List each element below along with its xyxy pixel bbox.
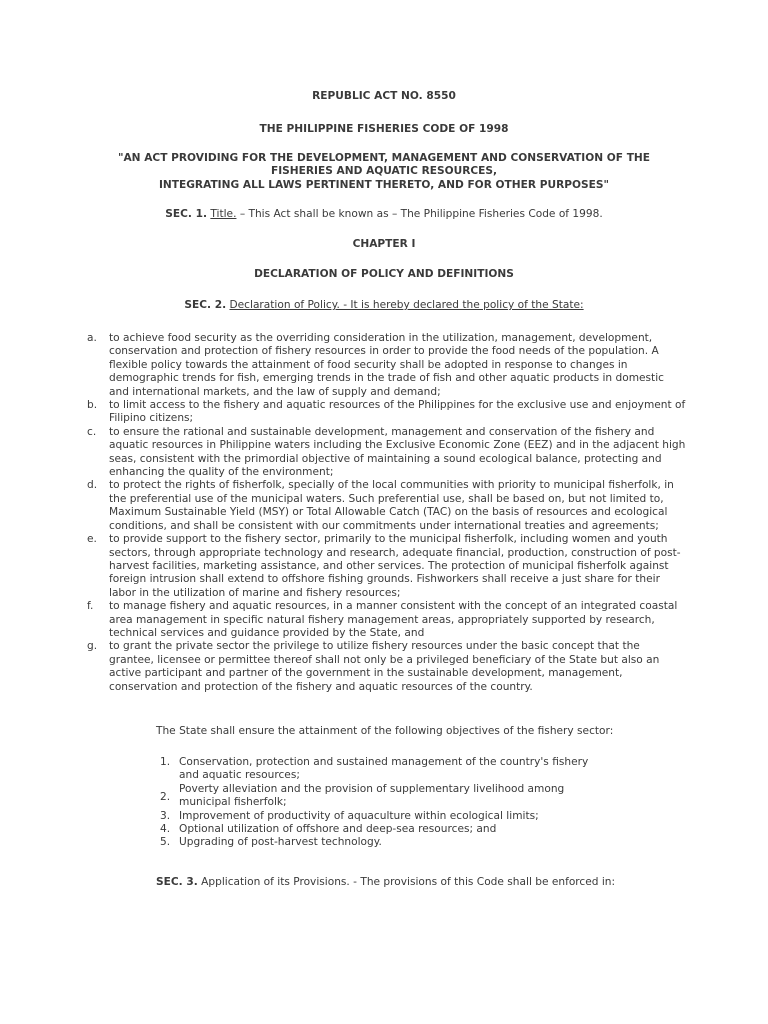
policy-text: to provide support to the fishery sector, primarily to the municipal fisherfolk, including women and youth sectors, through appropriate technology and research, adequate financial, production, construction of post-harvest facilities, marketing assistance, and other services. The protection of municipal fisherfolk against foreign intrusion shall extend to offshore fishing grounds. Fishworkers shall receive a just share for their labor in the utilization of marine and fishery resources;	[109, 533, 681, 599]
long-title-line-1: "AN ACT PROVIDING FOR THE DEVELOPMENT, MANAGEMENT AND CONSERVATION OF THE	[117, 152, 651, 164]
list-marker: c.	[87, 425, 97, 438]
section-1	[0, 208, 768, 221]
section-2-label: SEC. 2.	[184, 299, 227, 311]
section-1-heading: Title.	[210, 208, 237, 220]
section-3-text: Application of its Provisions. - The provisions of this Code shall be enforced in:	[197, 876, 616, 888]
policy-text: to achieve food security as the overriding consideration in the utilization, management, development, conservation and protection of fishery resources in order to provide the food needs of the population. A flexible policy towards the attainment of food security shall be adopted in response to changes in demographic trends for fish, emerging trends in the trade of fish and other aquatic products in domestic and international markets, and the law of supply and demand;	[109, 332, 664, 398]
policy-item	[87, 479, 687, 533]
policy-item	[87, 399, 687, 426]
policy-list	[87, 332, 687, 694]
policy-item	[87, 332, 687, 399]
section-3-label: SEC. 3.	[156, 876, 198, 888]
list-marker: 5.	[160, 836, 171, 849]
objective-text: Conservation, protection and sustained management of the country's fishery and aquatic resources;	[179, 756, 589, 782]
objective-text: Improvement of productivity of aquaculture within ecological limits;	[179, 809, 539, 822]
list-marker: d.	[87, 479, 98, 492]
objective-text: Upgrading of post-harvest technology.	[179, 836, 382, 849]
policy-text: to limit access to the fishery and aquatic resources of the Philippines for the exclusive use and enjoyment of Filipino citizens;	[109, 399, 686, 425]
list-marker: g.	[87, 640, 98, 653]
section-1-text: – This Act shall be known as – The Philippine Fisheries Code of 1998.	[236, 208, 603, 220]
policy-item	[87, 640, 687, 694]
policy-text: to ensure the rational and sustainable development, management and conservation of the fishery and aquatic resources in Philippine waters including the Exclusive Economic Zone (EEZ) and in the adjacent high seas, consistent with the primordial objective of maintaining a sound ecological balance, protecting and enhancing the quality of the environment;	[109, 425, 686, 479]
policy-text: to protect the rights of fisherfolk, specially of the local communities with priority to municipal fisherfolk, in the preferential use of the municipal waters. Such preferential use, shall be based on, but not limited to, Maximum Sustainable Yield (MSY) or Total Allowable Catch (TAC) on the basis of resources and ecological conditions, and shall be consistent with our commitments under international treaties and agreements;	[109, 479, 674, 532]
objective-item	[160, 810, 600, 823]
objective-item	[160, 823, 600, 836]
chapter-title: DECLARATION OF POLICY AND DEFINITIONS	[254, 268, 514, 280]
policy-item	[87, 426, 687, 480]
policy-text: to grant the private sector the privilege to utilize fishery resources under the basic concept that the grantee, licensee or permittee thereof shall not only be a privileged beneficiary of the State but also an active participant and partner of the government in the sustainable development, management, conservation and protection of the fishery and aquatic resources of the country.	[109, 640, 660, 693]
objective-item	[160, 836, 600, 849]
list-marker: e.	[87, 533, 97, 546]
policy-text: to manage fishery and aquatic resources, in a manner consistent with the concept of an integrated coastal area management in specific natural fishery management areas, appropriately supported by research, technical services and guidance provided by the State, and	[109, 600, 678, 639]
act-number: REPUBLIC ACT NO. 8550	[312, 90, 456, 102]
objective-item	[160, 756, 600, 783]
objectives-list	[160, 756, 600, 850]
list-marker: f.	[87, 600, 94, 613]
long-title-line-3: INTEGRATING ALL LAWS PERTINENT THERETO, AND FOR OTHER PURPOSES"	[158, 178, 610, 191]
policy-item	[87, 533, 687, 600]
list-marker: 1.	[160, 756, 171, 768]
section-2-heading: Declaration of Policy. - It is hereby declared the policy of the State:	[229, 299, 584, 311]
section-1-label: SEC. 1.	[165, 208, 207, 220]
chapter-number: CHAPTER I	[352, 238, 416, 250]
code-title: THE PHILIPPINE FISHERIES CODE OF 1998	[259, 123, 509, 135]
long-title	[0, 152, 768, 192]
objective-item	[160, 783, 600, 810]
section-2	[0, 299, 768, 312]
list-marker: a.	[87, 332, 97, 344]
list-marker: 3.	[160, 809, 171, 822]
objectives-intro: The State shall ensure the attainment of the following objectives of the fishery sector:	[156, 725, 614, 737]
policy-item	[87, 600, 687, 640]
list-marker: b.	[87, 399, 98, 412]
objective-text: Poverty alleviation and the provision of supplementary livelihood among municipal fisherfolk;	[179, 782, 565, 809]
long-title-line-2: FISHERIES AND AQUATIC RESOURCES,	[270, 165, 498, 178]
objective-text: Optional utilization of offshore and deep-sea resources; and	[179, 823, 497, 836]
list-marker: 2.	[160, 790, 171, 803]
list-marker: 4.	[160, 823, 171, 836]
section-3	[156, 876, 615, 889]
